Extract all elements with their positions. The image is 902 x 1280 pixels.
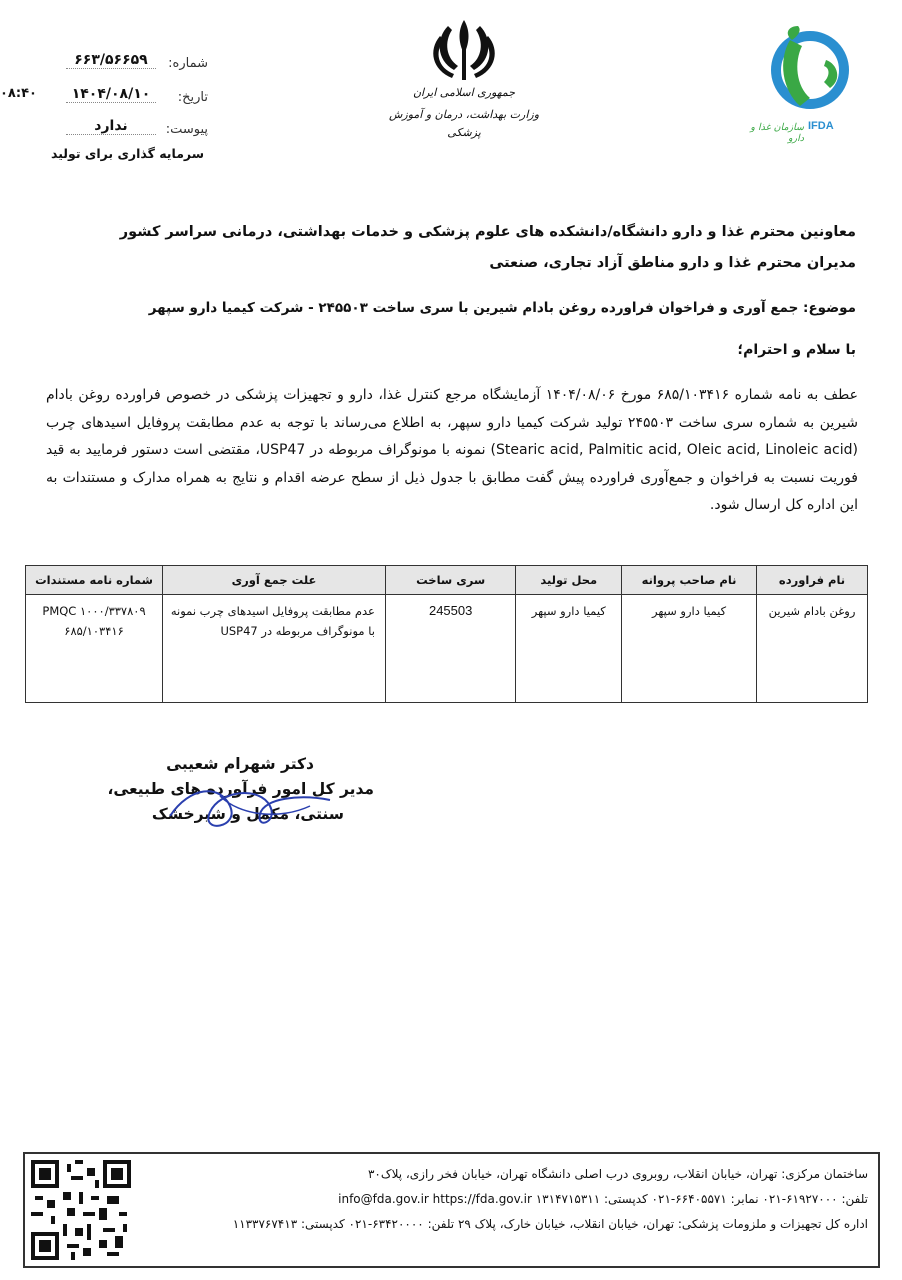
signatory-title-2: سنتی، مکمل و شیرخشک <box>151 805 344 823</box>
letter-time-value: ۰۸:۴۰ <box>0 86 37 101</box>
qr-code-icon <box>31 1160 131 1260</box>
letter-body: عطف به نامه شماره ۶۸۵/۱۰۳۴۱۶ مورخ ۱۴۰۴/۰۸/۰۶ آزمایشگاه مرجع کنترل غذا، دارو و تجهیزات پزشکی در خصوص فراورده روغن بادام شیرین به شماره سری ساخت ۲۴۵۵۰۳ تولید شرکت کیمیا دارو سپهر، به اطلاع می‌رساند با توجه به عدم مطابقت پروفایل اسیدهای چرب (Stearic acid, Palmitic acid, Oleic acid, Linoleic acid) نمونه با مونوگراف مربوطه در USP47، مقتضی است دستور فرمایید به قید فوریت نسبت به فراخوان و جمع‌آوری فراورده پیش گفت مطابق با جدول ذیل از سطح عرضه اقدام و نتایج به همراه مدارک و مستندات به این اداره کل ارسال شود. <box>46 387 858 513</box>
letter-date-value: ۱۴۰۴/۰۸/۱۰ <box>66 86 156 103</box>
col-recall-reason: علت جمع آوری <box>163 566 386 595</box>
ifda-name: سازمان غذا و دارو <box>750 122 804 144</box>
letter-attachment-row <box>8 118 208 144</box>
ifda-abbr: IFDA <box>808 120 834 132</box>
emblem-caption-2: وزارت بهداشت، درمان و آموزش پزشکی <box>388 108 540 139</box>
ifda-logo-icon <box>738 20 868 120</box>
iran-emblem <box>418 16 510 90</box>
ifda-logo <box>738 20 868 144</box>
subject-line: موضوع: جمع آوری و فراخوان فراورده روغن بادام شیرین با سری ساخت ۲۴۵۵۰۳ - شرکت کیمیا دارو سپهر <box>148 300 856 316</box>
addressee-1: معاونین محترم غذا و دارو دانشگاه/دانشکده های علوم پزشکی و خدمات بهداشتی، درمانی سراسر کشور <box>119 224 856 240</box>
table-row <box>26 595 868 703</box>
footer-address-line: ساختمان مرکزی: تهران، خیابان انقلاب، روبروی درب اصلی دانشگاه تهران، خیابان فخر رازی، پلاک۳۰ <box>367 1167 868 1181</box>
col-batch-number: سری ساخت <box>385 566 515 595</box>
slogan-tag: سرمایه گذاری برای تولید <box>50 146 204 161</box>
letter-number-label: شماره: <box>168 56 208 71</box>
signatory-title-1: مدیر کل امور فرآورده های طبیعی، <box>107 780 374 798</box>
letter-date-label: تاریخ: <box>177 90 208 105</box>
footer-contact-line: تلفن: ۶۱۹۲۷۰۰۰-۰۲۱ نمابر: ۶۶۴۰۵۵۷۱-۰۲۱ کدپستی: ۱۳۱۴۷۱۵۳۱۱ info@fda.gov.ir https://fda.gov.ir <box>338 1192 868 1206</box>
emblem-caption-1: جمهوری اسلامی ایران <box>412 86 516 99</box>
attachment-label: پیوست: <box>165 122 208 137</box>
cell-manufacturer: کیمیا دارو سپهر <box>516 595 622 703</box>
greeting: با سلام و احترام؛ <box>737 342 856 358</box>
cell-license-holder: کیمیا دارو سپهر <box>622 595 757 703</box>
cell-document-number: PMQC ۱۰۰۰/۳۳۷۸۰۹ ۶۸۵/۱۰۳۴۱۶ <box>26 595 163 703</box>
letter-number-value: ۶۶۳/۵۶۶۵۹ <box>66 52 156 69</box>
letter-date-row <box>0 86 208 112</box>
table-header-row <box>26 566 868 595</box>
cell-batch-number: 245503 <box>385 595 515 703</box>
footer-contact-box <box>23 1152 880 1268</box>
cell-recall-reason: عدم مطابقت پروفایل اسیدهای چرب نمونه با مونوگراف مربوطه در USP47 <box>163 595 386 703</box>
footer-office-line: اداره کل تجهیزات و ملزومات پزشکی: تهران، خیابان انقلاب، خیابان خارک، پلاک ۲۹ تلفن: ۶۳۴۲۰۰۰۰-۰۲۱ کدپستی: ۱۱۳۳۷۶۷۴۱۳ <box>232 1217 868 1231</box>
recall-table <box>25 565 868 703</box>
signatory-name: دکتر شهرام شعیبی <box>166 755 314 773</box>
col-document-number: شماره نامه مستندات <box>26 566 163 595</box>
addressee-2: مدیران محترم غذا و دارو مناطق آزاد تجاری، صنعتی <box>489 255 856 271</box>
cell-product-name: روغن بادام شیرین <box>757 595 868 703</box>
col-license-holder: نام صاحب پروانه <box>622 566 757 595</box>
letter-number-row <box>8 52 208 78</box>
handwritten-signature <box>160 776 340 836</box>
col-product-name: نام فراورده <box>757 566 868 595</box>
footer-text <box>133 1162 868 1237</box>
col-manufacturer: محل تولید <box>516 566 622 595</box>
emblem-icon <box>418 16 510 86</box>
attachment-value: ندارد <box>66 118 156 135</box>
